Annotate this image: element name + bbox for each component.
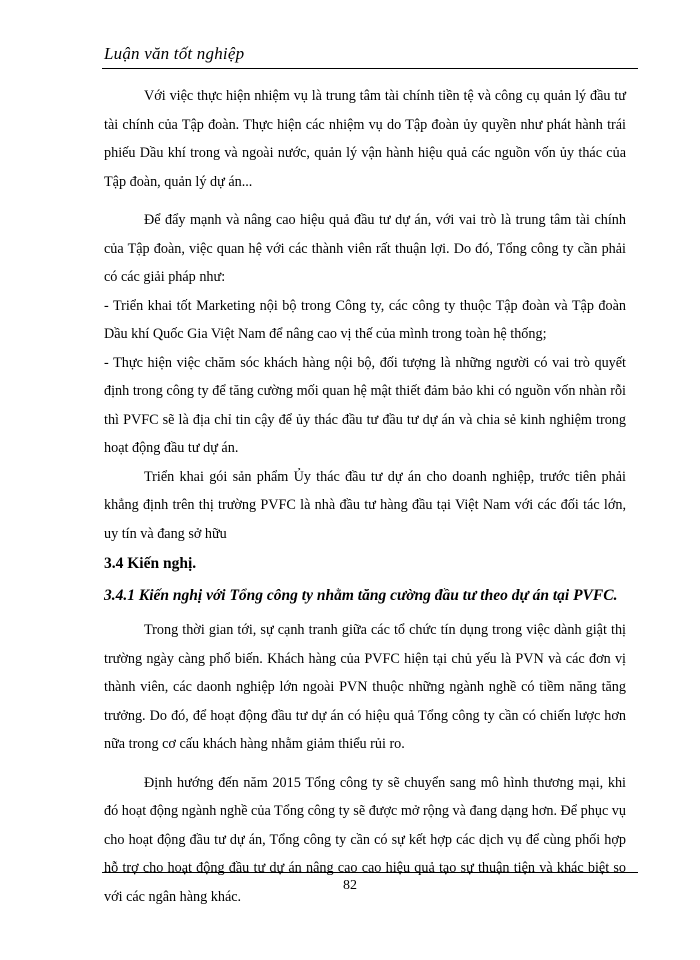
paragraph: Triển khai gói sản phẩm Ủy thác đầu tư dự án cho doanh nghiệp, trước tiên phải khẳng định trên thị trường PVFC là nhà đầu tư hàng đầu tại Việt Nam với các đối tác lớn, uy tín và đang sở hữu (104, 468, 626, 542)
document-body (104, 82, 626, 911)
paragraph: Để đẩy mạnh và nâng cao hiệu quả đầu tư dự án, với vai trò là trung tâm tài chính của Tập đoàn, việc quan hệ với các thành viên rất thuận lợi. Do đó, Tổng công ty cần phải có các giải pháp như: (104, 212, 626, 285)
page-header-title: Luận văn tốt nghiệp (104, 44, 245, 63)
paragraph: Định hướng đến năm 2015 Tổng công ty sẽ chuyển sang mô hình thương mại, khi đó hoạt động ngành nghề của Tổng công ty sẽ được mở rộng và đang dạng hơn. Để phục vụ cho hoạt động đầu tư dự án, Tổng công ty cần có sự kết hợp các dịch vụ để cùng phối hợp hỗ trợ cho hoạt động đầu tư dự án nâng cao cao hiệu quả tạo sự thuận tiện và khác biệt so với các ngân hàng khác. (104, 774, 626, 905)
paragraph: Trong thời gian tới, sự cạnh tranh giữa các tổ chức tín dụng trong việc dành giật thị trường ngày càng phổ biến. Khách hàng của PVFC hiện tại chủ yếu là PVN và các đơn vị thành viên, các daonh nghiệp lớn ngoài PVN thuộc những ngành nghề có tiềm năng tăng trưởng. Do đó, để hoạt động đầu tư dự án có hiệu quả Tổng công ty cần có chiến lược hơn nữa trong cơ cấu khách hàng nhằm giảm thiểu rủi ro. (104, 622, 626, 752)
footer-divider (102, 872, 638, 873)
header-divider (102, 68, 638, 69)
bullet-paragraph: - Triển khai tốt Marketing nội bộ trong Công ty, các công ty thuộc Tập đoàn và Tập đoàn Dầu khí Quốc Gia Việt Nam để nâng cao vị thế của mình trong toàn hệ thống; (104, 297, 626, 342)
subsection-heading: 3.4.1 Kiến nghị với Tổng công ty nhằm tăng cường đầu tư theo dự án tại PVFC. (104, 587, 618, 604)
paragraph: Với việc thực hiện nhiệm vụ là trung tâm tài chính tiền tệ và công cụ quản lý đầu tư tài chính của Tập đoàn. Thực hiện các nhiệm vụ do Tập đoàn ủy quyền như phát hành trái phiếu Dầu khí trong và ngoài nước, quản lý vận hành hiệu quả các nguồn vốn ủy thác của Tập đoàn, quản lý dự án... (104, 88, 626, 190)
section-heading: 3.4 Kiến nghị. (104, 555, 197, 572)
bullet-paragraph: - Thực hiện việc chăm sóc khách hàng nội bộ, đối tượng là những người có vai trò quyết định trong công ty để tăng cường mối quan hệ mật thiết đảm bảo khi có nguồn vốn nhàn rỗi thì PVFC sẽ là địa chỉ tin cậy để ủy thác đầu tư đầu tư dự án và chia sẻ kinh nghiệm trong hoạt động đầu tư dự án. (104, 354, 626, 456)
page-number: 82 (343, 878, 357, 893)
